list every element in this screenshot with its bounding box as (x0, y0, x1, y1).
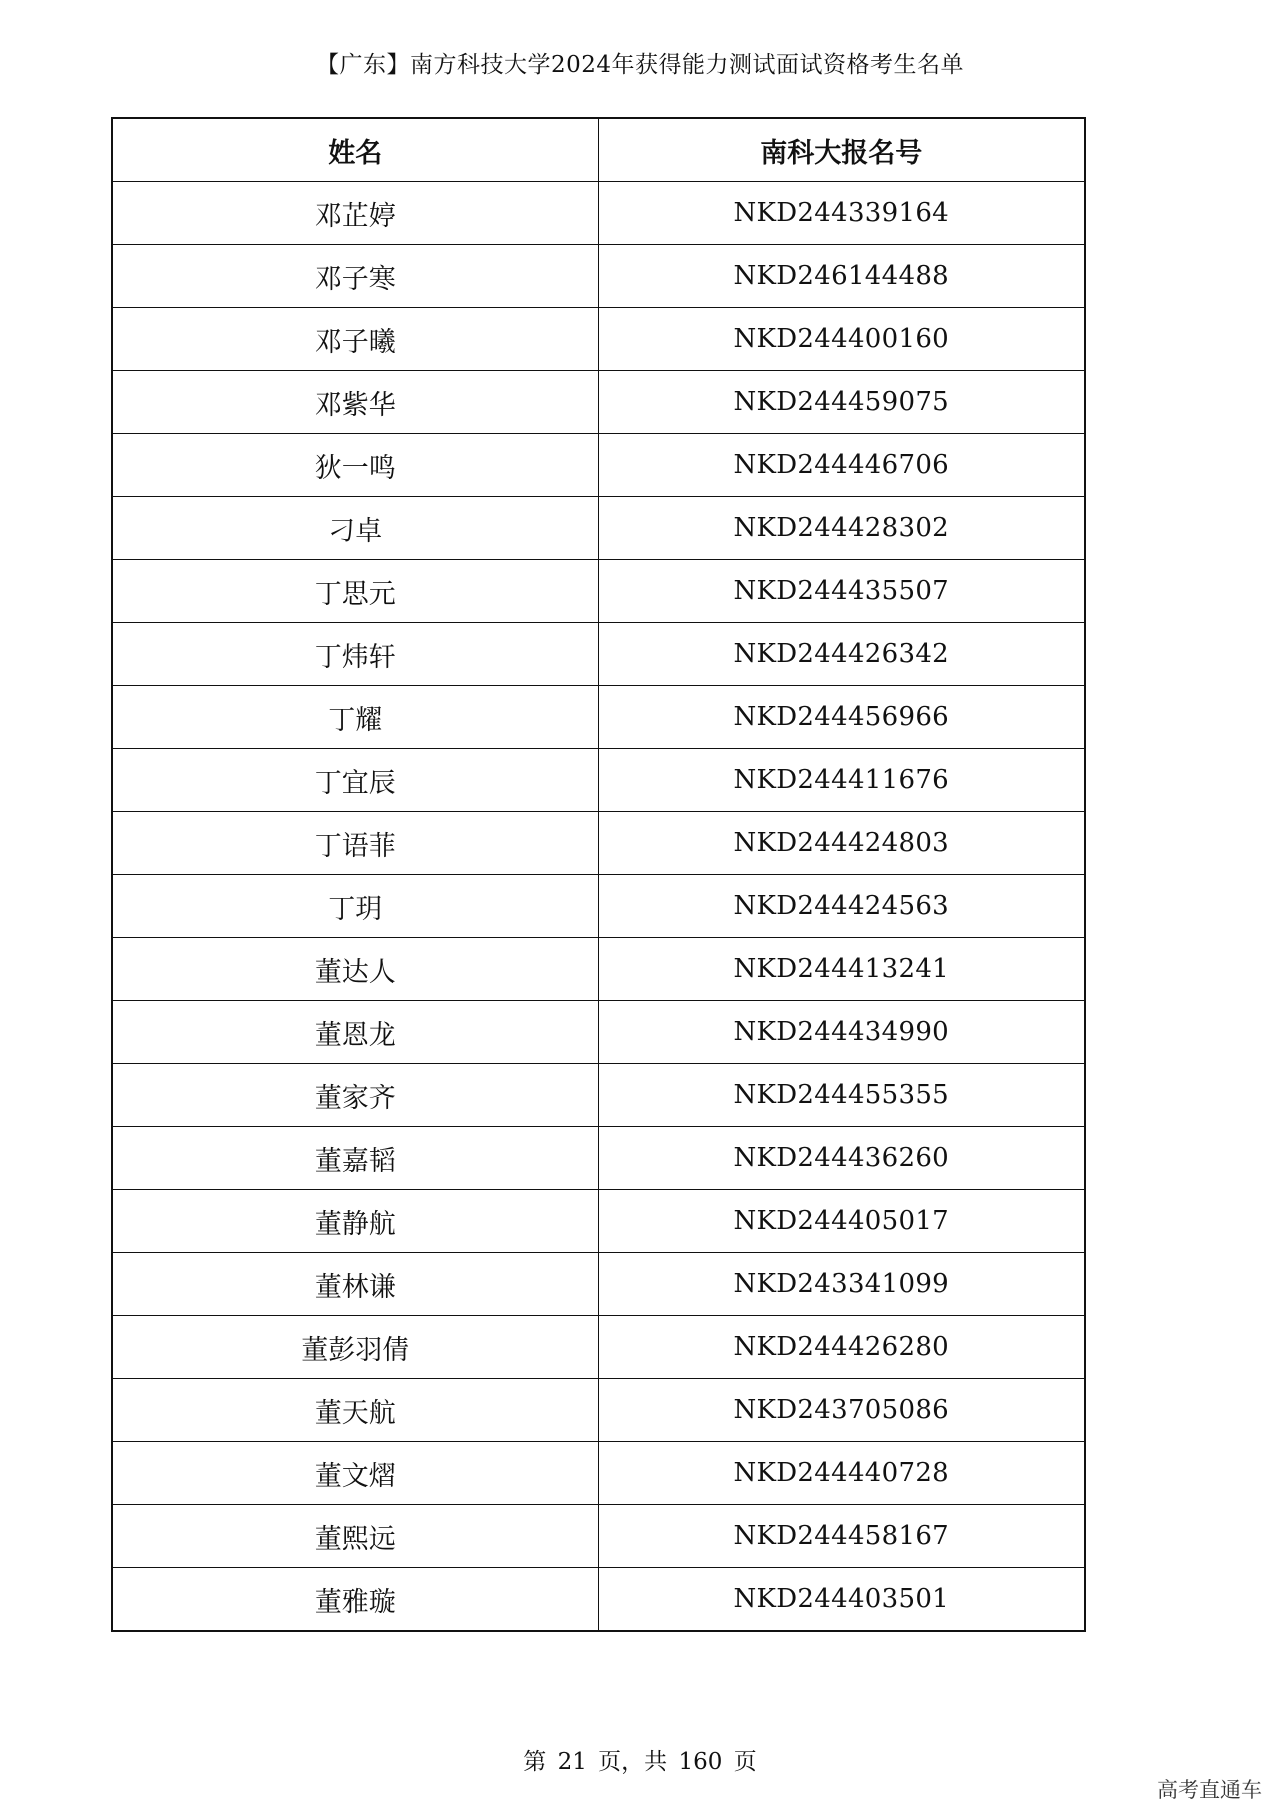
table-row (112, 497, 1085, 560)
table-row (112, 1379, 1085, 1442)
candidate-name: 丁炜轩 (112, 623, 598, 686)
watermark: 高考直通车 (1157, 1778, 1262, 1802)
registration-number: NKD244405017 (598, 1190, 1085, 1253)
registration-number: NKD244413241 (598, 938, 1085, 1001)
table-header (112, 118, 1085, 182)
registration-number: NKD246144488 (598, 245, 1085, 308)
candidate-name: 丁耀 (112, 686, 598, 749)
header-name: 姓名 (112, 118, 598, 182)
registration-number: NKD244424563 (598, 875, 1085, 938)
table-row (112, 308, 1085, 371)
candidate-table (111, 117, 1086, 1632)
candidate-name: 董彭羽倩 (112, 1316, 598, 1379)
candidate-name: 狄一鸣 (112, 434, 598, 497)
candidate-name: 董静航 (112, 1190, 598, 1253)
candidate-name: 丁玥 (112, 875, 598, 938)
registration-number: NKD244426342 (598, 623, 1085, 686)
registration-number: NKD244424803 (598, 812, 1085, 875)
table-row (112, 560, 1085, 623)
candidate-name: 邓紫华 (112, 371, 598, 434)
table-row (112, 371, 1085, 434)
candidate-name: 董熙远 (112, 1505, 598, 1568)
table-row (112, 1505, 1085, 1568)
table-row (112, 1568, 1085, 1632)
table-row (112, 1190, 1085, 1253)
table-row (112, 1253, 1085, 1316)
registration-number: NKD244436260 (598, 1127, 1085, 1190)
candidate-name: 董恩龙 (112, 1001, 598, 1064)
candidate-name: 丁语菲 (112, 812, 598, 875)
table-row (112, 245, 1085, 308)
registration-number: NKD244426280 (598, 1316, 1085, 1379)
candidate-name: 董天航 (112, 1379, 598, 1442)
candidate-name: 邓子寒 (112, 245, 598, 308)
candidate-name: 董林谦 (112, 1253, 598, 1316)
table-row (112, 749, 1085, 812)
table-row (112, 938, 1085, 1001)
candidate-name: 董雅璇 (112, 1568, 598, 1632)
registration-number: NKD244434990 (598, 1001, 1085, 1064)
registration-number: NKD244446706 (598, 434, 1085, 497)
candidate-name: 刁卓 (112, 497, 598, 560)
registration-number: NKD244428302 (598, 497, 1085, 560)
table-row (112, 1064, 1085, 1127)
header-reg-no: 南科大报名号 (598, 118, 1085, 182)
table-row (112, 1442, 1085, 1505)
table-row (112, 1127, 1085, 1190)
candidate-name: 邓芷婷 (112, 182, 598, 245)
table-row (112, 434, 1085, 497)
candidate-name: 丁宜辰 (112, 749, 598, 812)
page-footer: 第 21 页，共 160 页 (523, 1749, 757, 1775)
registration-number: NKD244456966 (598, 686, 1085, 749)
registration-number: NKD244400160 (598, 308, 1085, 371)
candidate-name: 董达人 (112, 938, 598, 1001)
table-row (112, 623, 1085, 686)
candidate-name: 邓子曦 (112, 308, 598, 371)
candidate-name: 董家齐 (112, 1064, 598, 1127)
registration-number: NKD244411676 (598, 749, 1085, 812)
header-row (112, 118, 1085, 182)
registration-number: NKD244458167 (598, 1505, 1085, 1568)
candidate-name: 董嘉韬 (112, 1127, 598, 1190)
registration-number: NKD244339164 (598, 182, 1085, 245)
table-row (112, 686, 1085, 749)
registration-number: NKD243705086 (598, 1379, 1085, 1442)
registration-number: NKD244440728 (598, 1442, 1085, 1505)
registration-number: NKD244459075 (598, 371, 1085, 434)
registration-number: NKD243341099 (598, 1253, 1085, 1316)
candidate-name: 董文熠 (112, 1442, 598, 1505)
table-row (112, 1316, 1085, 1379)
table-row (112, 182, 1085, 245)
registration-number: NKD244403501 (598, 1568, 1085, 1632)
table-row (112, 1001, 1085, 1064)
table-row (112, 812, 1085, 875)
registration-number: NKD244435507 (598, 560, 1085, 623)
table-body (112, 182, 1085, 1632)
table-row (112, 875, 1085, 938)
registration-number: NKD244455355 (598, 1064, 1085, 1127)
document-title: 【广东】南方科技大学2024年获得能力测试面试资格考生名单 (315, 52, 965, 78)
candidate-name: 丁思元 (112, 560, 598, 623)
